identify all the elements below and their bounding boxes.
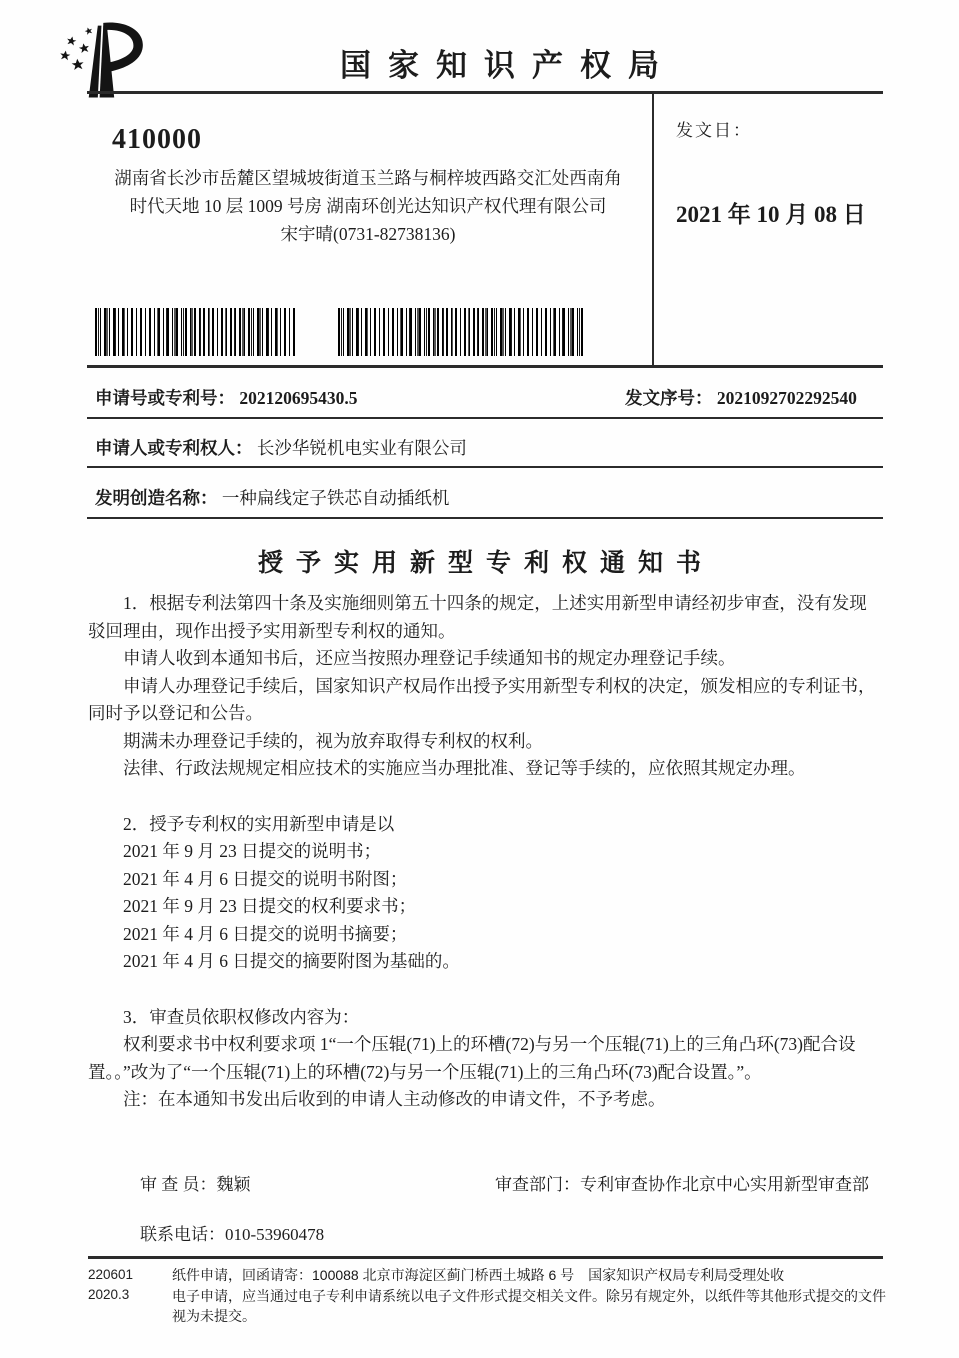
phone-row [140,1220,324,1245]
body-paragraph: 2021 年 4 月 6 日提交的摘要附图为基础的。 [123,951,460,971]
invention-title-row [95,485,875,510]
separator-rule-4 [87,517,883,519]
body-paragraph: 2021 年 9 月 23 日提交的说明书； [123,841,382,861]
header-rule [87,91,883,94]
invention-title-label: 发明创造名称： [95,488,218,508]
postal-code: 410000 [112,124,202,155]
body-paragraph: 2021 年 4 月 6 日提交的说明书摘要； [123,923,408,944]
date-box-left-border [652,91,654,368]
body-paragraph: 3．审查员依职权修改内容为： [123,1006,360,1027]
form-code-block [88,1265,133,1305]
serial-number-label: 发文序号： [625,388,713,408]
footer-instructions [172,1265,888,1327]
dispatch-date-value: 2021 年 10 月 08 日 [676,202,866,227]
phone-label: 联系电话： [140,1225,225,1244]
body-paragraph: 注：在本通知书发出后收到的申请人主动修改的申请文件，不予考虑。 [123,1089,666,1109]
separator-rule-3 [87,466,883,468]
examiner-name: 魏颖 [216,1175,251,1194]
notice-body [88,590,880,1114]
body-paragraph: 法律、行政法规规定相应技术的实施应当办理批准、登记等手续的，应依照其规定办理。 [123,758,806,778]
body-paragraph: 申请人办理登记手续后，国家知识产权局作出授予实用新型专利权的决定，颁发相应的专利证书，同时予以登记和公告。 [88,675,876,723]
body-paragraph: 期满未办理登记手续的，视为放弃取得专利权的权利。 [123,730,543,751]
barcode-right [338,308,583,356]
address-contact-line: 宋宇晴(0731-82738136) [280,224,456,244]
invention-title-value: 一种扁线定子铁芯自动插纸机 [221,488,450,508]
body-paragraph: 申请人收到本通知书后，还应当按照办理登记手续通知书的规定办理登记手续。 [123,648,736,668]
form-version: 2020.3 [88,1287,130,1302]
application-number-value: 202120695430.5 [239,388,358,408]
barcode-left [95,308,298,356]
body-paragraph: 2．授予专利权的实用新型申请是以 [123,813,395,834]
footer-line-2: 电子申请，应当通过电子专利申请系统以电子文件形式提交相关文件。除另有规定外，以纸件等其他形式提交的文件视为未提交。 [172,1287,886,1324]
examiner-row [140,1170,880,1195]
body-paragraph: 2021 年 4 月 6 日提交的说明书附图； [123,868,408,889]
department-group [495,1170,869,1195]
body-paragraph: 2021 年 9 月 23 日提交的权利要求书； [123,896,417,916]
application-number-label: 申请号或专利号： [95,388,235,408]
body-paragraph: 1．根据专利法第四十条及实施细则第五十四条的规定，上述实用新型申请经初步审查，没有发现驳回理由，现作出授予实用新型专利权的通知。 [88,593,867,641]
department-label: 审查部门： [495,1175,580,1194]
footer-rule [88,1256,883,1259]
serial-number-group [625,385,857,410]
address-line-1: 湖南省长沙市岳麓区望城坡街道玉兰路与桐梓坡西路交汇处西南角 [114,168,622,188]
form-code: 220601 [88,1267,134,1282]
applicant-row [95,435,875,460]
separator-rule-1 [87,365,883,368]
serial-number-value: 2021092702292540 [716,388,857,408]
address-line-2: 时代天地 10 层 1009 号房 湖南环创光达知识产权代理有限公司 [129,196,607,216]
agency-title: 国家知识产权局 [340,48,676,83]
applicant-value: 长沙华锐机电实业有限公司 [256,438,467,458]
examiner-label: 审 查 员： [140,1175,217,1194]
applicant-label: 申请人或专利权人： [95,438,253,458]
dispatch-date-label: 发文日： [676,121,752,140]
notice-title: 授予实用新型专利权通知书 [257,550,714,577]
recipient-address [88,164,648,248]
application-number-row [95,385,875,410]
phone-number: 010-53960478 [225,1225,325,1244]
department-name: 专利审查协作北京中心实用新型审查部 [580,1175,869,1194]
body-paragraph: 权利要求书中权利要求项 1“一个压辊(71)上的环槽(72)与另一个压辊(71)上的三角凸环(73)配合设置。。”改为了“一个压辊(71)上的环槽(72)与另一个压辊(71)上的三角凸环(73)配合设置。”。 [88,1034,856,1082]
footer-line-1: 纸件申请，回函请寄：100088 北京市海淀区蓟门桥西土城路 6 号 国家知识产权局专利局受理处收 [172,1267,785,1283]
separator-rule-2 [87,417,883,419]
